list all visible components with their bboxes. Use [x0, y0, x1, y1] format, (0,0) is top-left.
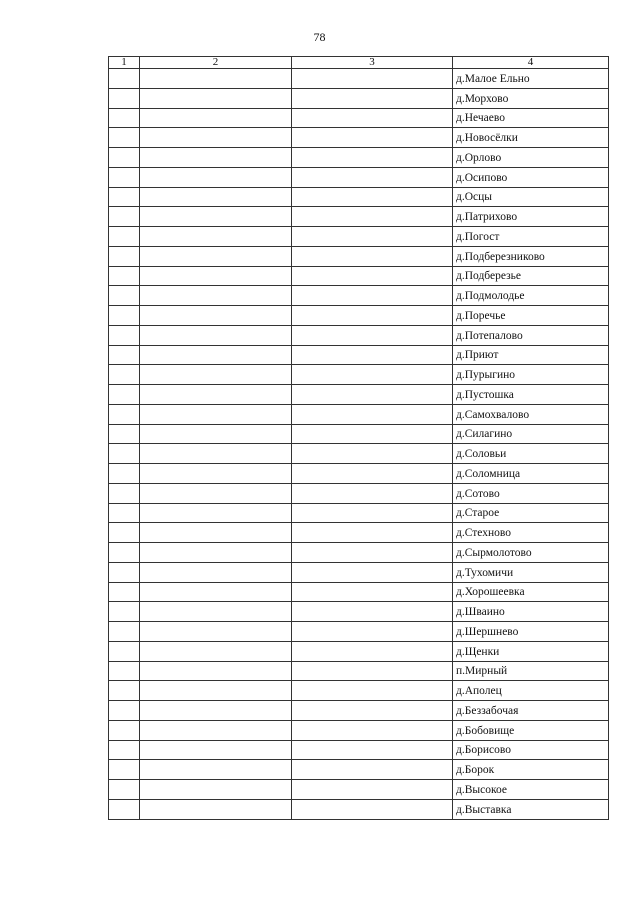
table-cell [109, 306, 140, 326]
table-cell: д.Силагино [453, 424, 609, 444]
table-cell [140, 385, 292, 405]
table-cell [140, 286, 292, 306]
table-cell: д.Бобовище [453, 720, 609, 740]
table-cell [109, 602, 140, 622]
table-cell [292, 365, 453, 385]
table-cell [292, 543, 453, 563]
table-cell [292, 720, 453, 740]
table-cell [292, 148, 453, 168]
table-row [109, 325, 609, 345]
table-cell [140, 622, 292, 642]
table-cell [140, 582, 292, 602]
table-cell: д.Осцы [453, 187, 609, 207]
table-cell: д.Высокое [453, 780, 609, 800]
table-cell [109, 483, 140, 503]
table-cell [140, 69, 292, 89]
table-cell [109, 365, 140, 385]
table-cell [292, 69, 453, 89]
table-cell [109, 780, 140, 800]
table-cell [109, 325, 140, 345]
table-cell [109, 799, 140, 819]
table-cell [140, 740, 292, 760]
table-cell [292, 562, 453, 582]
table-cell [109, 622, 140, 642]
table-cell [140, 483, 292, 503]
table-row [109, 404, 609, 424]
table-cell [292, 424, 453, 444]
table-cell [109, 128, 140, 148]
table-cell [140, 325, 292, 345]
table-row [109, 88, 609, 108]
table-cell [140, 108, 292, 128]
table-row [109, 128, 609, 148]
table-cell [140, 464, 292, 484]
table-cell: д.Новосёлки [453, 128, 609, 148]
table-row [109, 720, 609, 740]
table-cell [292, 187, 453, 207]
table-cell [292, 641, 453, 661]
table-cell [292, 108, 453, 128]
table-cell [140, 424, 292, 444]
table-cell: д.Выставка [453, 799, 609, 819]
table-cell: д.Подберезье [453, 266, 609, 286]
table-cell [292, 444, 453, 464]
table-cell [292, 404, 453, 424]
table-row [109, 69, 609, 89]
table-row [109, 266, 609, 286]
table-cell [109, 108, 140, 128]
table-cell: д.Малое Ельно [453, 69, 609, 89]
table-header-row [109, 57, 609, 69]
table-cell [140, 404, 292, 424]
table-cell [292, 227, 453, 247]
table-cell [109, 503, 140, 523]
table-cell [140, 167, 292, 187]
table-cell: д.Аполец [453, 681, 609, 701]
table-row [109, 424, 609, 444]
table-cell [109, 464, 140, 484]
table-cell [292, 799, 453, 819]
table-row [109, 306, 609, 326]
column-header: 4 [453, 57, 609, 69]
table-cell [292, 740, 453, 760]
table-cell: д.Сотово [453, 483, 609, 503]
table-cell [109, 187, 140, 207]
table-cell [109, 444, 140, 464]
table-cell [140, 503, 292, 523]
table-row [109, 483, 609, 503]
table-cell: д.Поречье [453, 306, 609, 326]
table-cell [292, 385, 453, 405]
table-row [109, 780, 609, 800]
table-cell [292, 780, 453, 800]
table-cell [109, 701, 140, 721]
table-cell [109, 661, 140, 681]
table-cell [292, 523, 453, 543]
table-cell [109, 69, 140, 89]
table-cell: д.Потепалово [453, 325, 609, 345]
table-cell [292, 622, 453, 642]
table-cell [109, 148, 140, 168]
table-cell [140, 148, 292, 168]
table-cell [292, 88, 453, 108]
table-cell [109, 740, 140, 760]
table-row [109, 622, 609, 642]
table-cell [292, 602, 453, 622]
table-cell [140, 306, 292, 326]
table-cell [109, 641, 140, 661]
table-cell [109, 167, 140, 187]
table-cell [109, 404, 140, 424]
table-cell [109, 88, 140, 108]
table-cell [140, 760, 292, 780]
table-row [109, 799, 609, 819]
table-cell [109, 424, 140, 444]
table-cell: д.Тухомичи [453, 562, 609, 582]
table-cell [109, 345, 140, 365]
table-cell [140, 187, 292, 207]
table-row [109, 681, 609, 701]
table-cell [109, 523, 140, 543]
table-cell: д.Щенки [453, 641, 609, 661]
table-cell [292, 306, 453, 326]
table-cell [292, 681, 453, 701]
table-cell: д.Самохвалово [453, 404, 609, 424]
table-cell [109, 562, 140, 582]
table-cell [109, 266, 140, 286]
table-cell [292, 661, 453, 681]
table-cell: д.Нечаево [453, 108, 609, 128]
table-cell: д.Борок [453, 760, 609, 780]
table-row [109, 167, 609, 187]
table-cell: д.Стехново [453, 523, 609, 543]
table-cell [109, 385, 140, 405]
table-cell: д.Сырмолотово [453, 543, 609, 563]
table-row [109, 760, 609, 780]
table-cell: д.Морхово [453, 88, 609, 108]
table-row [109, 108, 609, 128]
table-row [109, 345, 609, 365]
table-cell: д.Пурыгино [453, 365, 609, 385]
column-header: 2 [140, 57, 292, 69]
table-cell [109, 582, 140, 602]
table-cell: д.Борисово [453, 740, 609, 760]
table-cell [292, 325, 453, 345]
table-cell [140, 523, 292, 543]
column-header: 1 [109, 57, 140, 69]
table-row [109, 701, 609, 721]
table-cell [292, 207, 453, 227]
table-cell: д.Старое [453, 503, 609, 523]
table-cell [140, 227, 292, 247]
table-cell [140, 246, 292, 266]
table-row [109, 503, 609, 523]
table-row [109, 582, 609, 602]
table-cell [140, 266, 292, 286]
table-cell [140, 780, 292, 800]
table-row [109, 543, 609, 563]
table-cell: д.Подберезниково [453, 246, 609, 266]
table-row [109, 661, 609, 681]
table-row [109, 444, 609, 464]
table-cell [109, 246, 140, 266]
table-cell: д.Приют [453, 345, 609, 365]
table-cell [140, 641, 292, 661]
table-cell: д.Подмолодье [453, 286, 609, 306]
table-cell: д.Орлово [453, 148, 609, 168]
table-cell: д.Беззабочая [453, 701, 609, 721]
table-row [109, 365, 609, 385]
table-cell [140, 681, 292, 701]
table-row [109, 602, 609, 622]
table-cell: д.Соломница [453, 464, 609, 484]
table-cell [292, 483, 453, 503]
table-cell: п.Мирный [453, 661, 609, 681]
table-cell [292, 464, 453, 484]
table-cell [140, 701, 292, 721]
table-row [109, 562, 609, 582]
table-cell [109, 720, 140, 740]
table-cell [292, 345, 453, 365]
table-cell [140, 562, 292, 582]
page-number: 78 [313, 30, 326, 44]
table-cell [109, 286, 140, 306]
table-cell: д.Хорошеевка [453, 582, 609, 602]
table-cell: д.Погост [453, 227, 609, 247]
table-cell: д.Осипово [453, 167, 609, 187]
table-cell [292, 582, 453, 602]
table-row [109, 227, 609, 247]
table-row [109, 246, 609, 266]
table-cell [140, 444, 292, 464]
table-cell [140, 128, 292, 148]
table-cell [140, 661, 292, 681]
table-cell [140, 720, 292, 740]
table-cell [109, 543, 140, 563]
table-cell [292, 167, 453, 187]
table-cell [140, 207, 292, 227]
table-cell [140, 88, 292, 108]
table-cell [292, 128, 453, 148]
table-cell: д.Шваино [453, 602, 609, 622]
table-cell [140, 799, 292, 819]
table-cell [140, 543, 292, 563]
table-row [109, 286, 609, 306]
table-cell: д.Патрихово [453, 207, 609, 227]
table-row [109, 187, 609, 207]
table-cell [292, 266, 453, 286]
table-cell [109, 681, 140, 701]
table-row [109, 740, 609, 760]
settlements-table [108, 56, 609, 820]
table-cell [292, 286, 453, 306]
table-cell [140, 345, 292, 365]
table-cell [292, 246, 453, 266]
table-cell [140, 602, 292, 622]
table-row [109, 641, 609, 661]
table-cell [109, 760, 140, 780]
table-cell: д.Соловьи [453, 444, 609, 464]
table-cell [292, 760, 453, 780]
table-cell [292, 701, 453, 721]
table-row [109, 148, 609, 168]
table-row [109, 464, 609, 484]
table-row [109, 207, 609, 227]
table-row [109, 523, 609, 543]
table-row [109, 385, 609, 405]
table-cell [109, 227, 140, 247]
table-cell [292, 503, 453, 523]
column-header: 3 [292, 57, 453, 69]
table-cell: д.Шершнево [453, 622, 609, 642]
table-cell [109, 207, 140, 227]
table-cell: д.Пустошка [453, 385, 609, 405]
table-body [109, 57, 609, 820]
table-cell [140, 365, 292, 385]
